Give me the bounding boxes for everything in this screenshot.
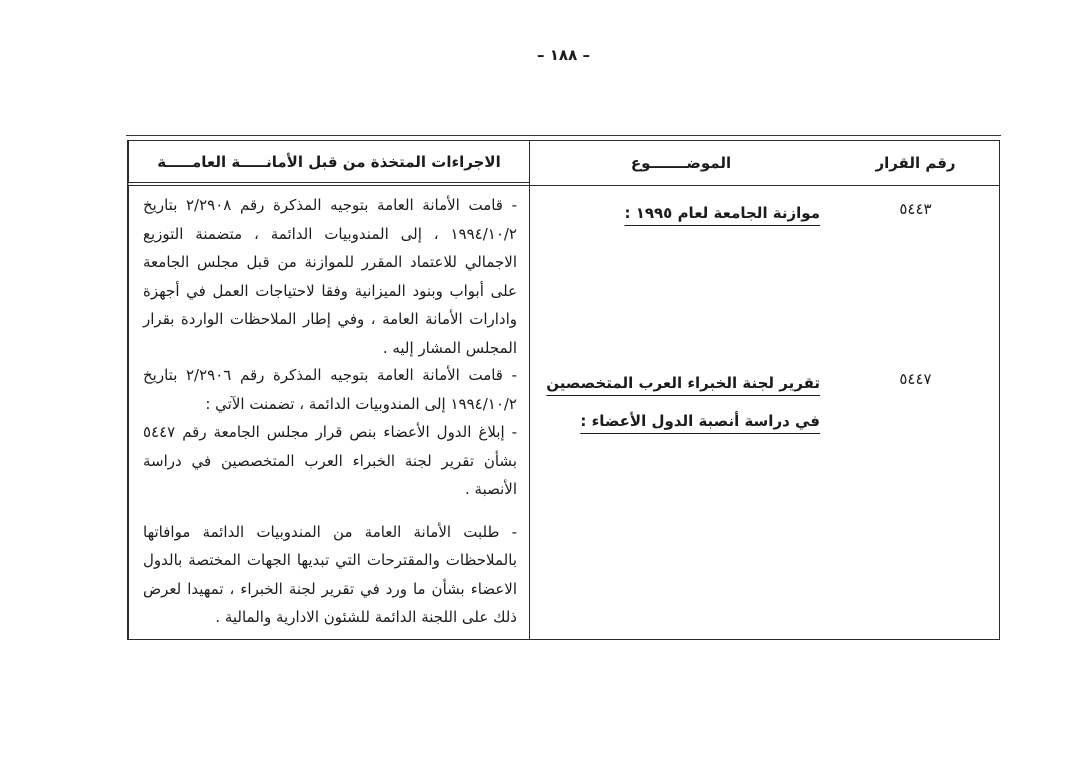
- header-subject: الموضـــــــوع: [529, 141, 832, 186]
- decision-number-5447: ٥٤٤٧: [899, 370, 932, 388]
- subject-cell-row1: [529, 186, 832, 356]
- page-number: – ١٨٨ –: [537, 46, 590, 64]
- subject-budget-1995: موازنة الجامعة لعام ١٩٩٥ :: [624, 204, 820, 222]
- header-decision-number: رقم القرار: [832, 141, 999, 186]
- actions-cell-row1: [128, 186, 529, 356]
- subject-experts-report: تقرير لجنة الخبراء العرب المتخصصين في دراسة أنصبة الدول الأعضاء :: [546, 374, 820, 430]
- subject-cell-row2: [529, 356, 832, 639]
- action-paragraph: - قامت الأمانة العامة بتوجيه المذكرة رقم ٢/٢٩٠٦ بتاريخ ١٩٩٤/١٠/٢ إلى المندوبيات الدائمة ، تضمنت الآتي :: [143, 366, 517, 413]
- actions-cell-row2: [128, 356, 529, 639]
- action-paragraph: - طلبت الأمانة العامة من المندوبيات الدائمة موافاتها بالملاحظات والمقترحات التي تبديها الجهات المختصة بالدول الاعضاء بشأن ما ورد في تقرير لجنة الخبراء ، تمهيدا لعرض ذلك على اللجنة الدائمة للشئون الادارية والمالية .: [143, 522, 517, 626]
- header-actions: الاجراءات المتخذة من قبل الأمانـــــة العامـــــة: [128, 141, 529, 186]
- action-paragraph: - إبلاغ الدول الأعضاء بنص قرار مجلس الجامعة رقم ٥٤٤٧ بشأن تقرير لجنة الخبراء العرب المتخصصين في دراسة الأنصبة .: [143, 423, 517, 498]
- decisions-table: [127, 140, 1000, 640]
- decision-number-5443: ٥٤٤٣: [899, 200, 932, 218]
- action-paragraph: - قامت الأمانة العامة بتوجيه المذكرة رقم ٢/٢٩٠٨ بتاريخ ١٩٩٤/١٠/٢ ، إلى المندوبيات الدائمة ، متضمنة التوزيع الاجمالي للاعتماد المقرر للموازنة من قبل مجلس الجامعة على أبواب وبنود الميزانية وفقا لاحتياجات العمل في أجهزة وادارات الأمانة العامة ، وفي إطار الملاحظات الواردة بقرار المجلس المشار إليه .: [143, 196, 517, 357]
